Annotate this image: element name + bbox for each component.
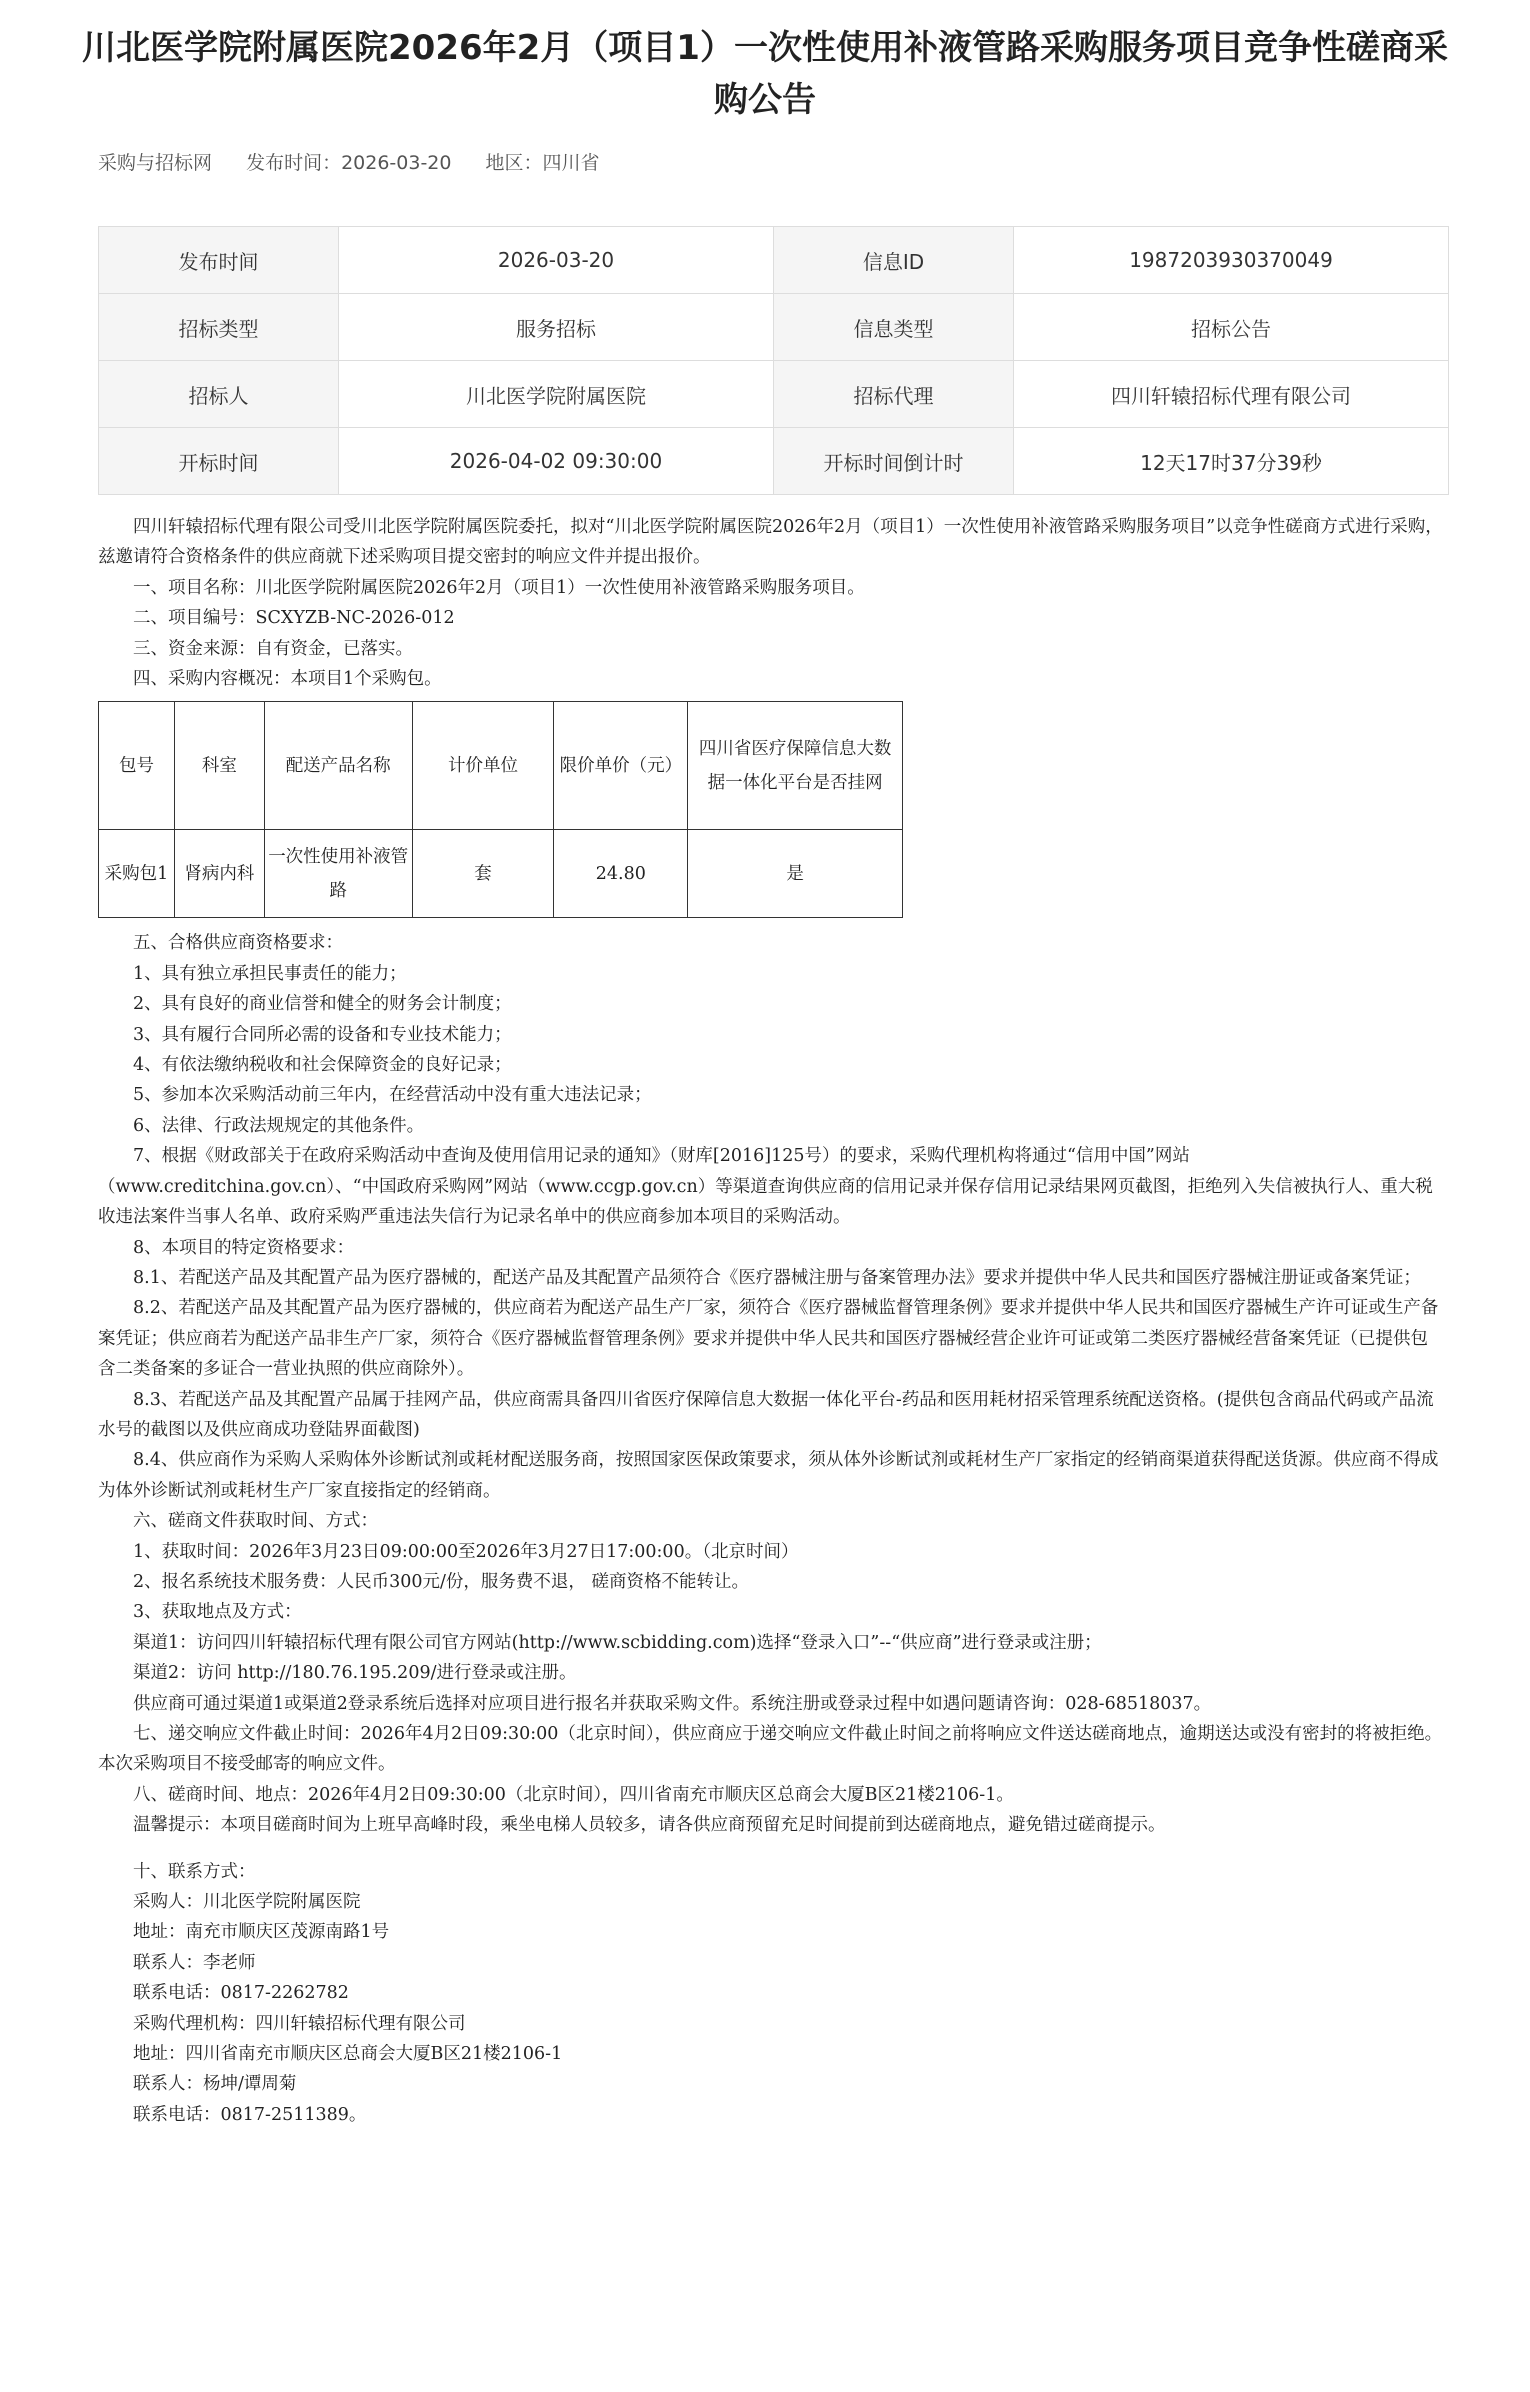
body-paragraph: 1、获取时间：2026年3月23日09:00:00至2026年3月27日17:00:00。（北京时间） xyxy=(133,1541,799,1562)
contact-line: 采购代理机构：四川轩辕招标代理有限公司 xyxy=(133,2013,466,2034)
info-value: 2026-03-20 xyxy=(339,227,774,294)
table-row xyxy=(99,428,1449,495)
contact-line: 联系电话：0817-2262782 xyxy=(133,1983,349,2004)
package-table xyxy=(98,701,903,918)
contact-line: 地址：四川省南充市顺庆区总商会大厦B区21楼2106-1 xyxy=(133,2044,563,2065)
table-cell: 采购包1 xyxy=(99,830,175,918)
body-paragraph: 供应商可通过渠道1或渠道2登录系统后选择对应项目进行报名并获取采购文件。系统注册或登录过程中如遇问题请咨询：028-68518037。 xyxy=(133,1693,1212,1714)
body-paragraph: 8.3、若配送产品及其配置产品属于挂网产品，供应商需具备四川省医疗保障信息大数据一体化平台-药品和医用耗材招采管理系统配送资格。(提供包含商品代码或产品流水号的截图以及供应商成功登陆界面截图) xyxy=(98,1389,1434,1440)
table-row xyxy=(99,830,903,918)
table-cell: 24.80 xyxy=(554,830,688,918)
info-value: 服务招标 xyxy=(339,294,774,361)
table-header-cell: 包号 xyxy=(99,702,175,830)
info-value: 四川轩辕招标代理有限公司 xyxy=(1014,361,1449,428)
page-title: 川北医学院附属医院2026年2月（项目1）一次性使用补液管路采购服务项目竞争性磋商采购公告 xyxy=(82,28,1448,120)
body-paragraph: 4、有依法缴纳税收和社会保障资金的良好记录； xyxy=(133,1055,512,1076)
table-row xyxy=(99,361,1449,428)
contact-line: 联系电话：0817-2511389。 xyxy=(133,2104,367,2125)
body-paragraph: 8.4、供应商作为采购人采购体外诊断试剂或耗材配送服务商，按照国家医保政策要求，须从体外诊断试剂或耗材生产厂家指定的经销商渠道获得配送货源。供应商不得成为体外诊断试剂或耗材生产厂家直接指定的经销商。 xyxy=(98,1450,1439,1501)
table-header-cell: 限价单价（元） xyxy=(554,702,688,830)
body-paragraph: 3、具有履行合同所必需的设备和专业技术能力； xyxy=(133,1024,512,1045)
body-paragraph: 温馨提示：本项目磋商时间为上班早高峰时段，乘坐电梯人员较多，请各供应商预留充足时间提前到达磋商地点，避免错过磋商提示。 xyxy=(133,1815,1166,1836)
info-key: 信息类型 xyxy=(774,294,1014,361)
info-key: 招标代理 xyxy=(774,361,1014,428)
body-paragraph: 2、具有良好的商业信誉和健全的财务会计制度； xyxy=(133,994,512,1015)
table-header-cell: 四川省医疗保障信息大数据一体化平台是否挂网 xyxy=(688,702,903,830)
table-header-cell: 计价单位 xyxy=(412,702,554,830)
info-key: 招标人 xyxy=(99,361,339,428)
body-paragraph: 7、根据《财政部关于在政府采购活动中查询及使用信用记录的通知》（财库[2016]125号）的要求，采购代理机构将通过“信用中国”网站（www.creditchina.gov.cn）、“中国政府采购网”网站（www.ccgp.gov.cn）等渠道查询供应商的信用记录并保存信用记录结果网页截图，拒绝列入失信被执行人、重大税收违法案件当事人名单、政府采购严重违法失信行为记录名单中的供应商参加本项目的采购活动。 xyxy=(98,1146,1433,1228)
contact-line: 地址：南充市顺庆区茂源南路1号 xyxy=(133,1922,390,1943)
info-value: 2026-04-02 09:30:00 xyxy=(339,428,774,495)
body-paragraph: 二、项目编号：SCXYZB-NC-2026-012 xyxy=(133,608,455,629)
table-header-cell: 配送产品名称 xyxy=(264,702,412,830)
contact-line: 采购人：川北医学院附属医院 xyxy=(133,1892,361,1913)
table-row xyxy=(99,294,1449,361)
body-paragraph: 五、合格供应商资格要求： xyxy=(133,933,343,954)
publish-time-label: 发布时间：2026-03-20 xyxy=(246,152,452,174)
body-paragraph: 渠道2：访问 http://180.76.195.209/进行登录或注册。 xyxy=(133,1663,577,1684)
contact-section xyxy=(98,1857,1443,2131)
region-label: 地区：四川省 xyxy=(485,152,600,174)
info-value: 川北医学院附属医院 xyxy=(339,361,774,428)
body-paragraph: 8、本项目的特定资格要求： xyxy=(133,1237,355,1258)
source-label: 采购与招标网 xyxy=(98,152,213,174)
table-row xyxy=(99,227,1449,294)
body-paragraph: 6、法律、行政法规规定的其他条件。 xyxy=(133,1115,425,1136)
body-paragraph: 一、项目名称：川北医学院附属医院2026年2月（项目1）一次性使用补液管路采购服务项目。 xyxy=(133,577,865,598)
table-cell: 套 xyxy=(412,830,554,918)
body-paragraph: 3、获取地点及方式： xyxy=(133,1602,302,1623)
info-key: 招标类型 xyxy=(99,294,339,361)
table-cell: 肾病内科 xyxy=(174,830,264,918)
body-paragraph: 四、采购内容概况：本项目1个采购包。 xyxy=(133,669,442,690)
table-cell: 一次性使用补液管路 xyxy=(264,830,412,918)
announcement-body xyxy=(98,512,1443,2130)
body-paragraph: 8.1、若配送产品及其配置产品为医疗器械的，配送产品及其配置产品须符合《医疗器械注册与备案管理办法》要求并提供中华人民共和国医疗器械注册证或备案凭证； xyxy=(133,1267,1421,1288)
section-spacer xyxy=(98,1841,1443,1857)
info-value: 1987203930370049 xyxy=(1014,227,1449,294)
body-paragraph: 1、具有独立承担民事责任的能力； xyxy=(133,963,407,984)
body-paragraph: 5、参加本次采购活动前三年内，在经营活动中没有重大违法记录； xyxy=(133,1085,652,1106)
contact-line: 十、联系方式： xyxy=(133,1861,256,1882)
contact-line: 联系人：李老师 xyxy=(133,1952,256,1973)
body-paragraph: 渠道1：访问四川轩辕招标代理有限公司官方网站(http://www.scbidding.com)选择“登录入口”--“供应商”进行登录或注册； xyxy=(133,1632,1102,1653)
table-header-cell: 科室 xyxy=(174,702,264,830)
body-paragraph: 8.2、若配送产品及其配置产品为医疗器械的，供应商若为配送产品生产厂家，须符合《医疗器械监督管理条例》要求并提供中华人民共和国医疗器械生产许可证或生产备案凭证；供应商若为配送产品非生产厂家，须符合《医疗器械监督管理条例》要求并提供中华人民共和国医疗器械经营企业许可证或第二类医疗器械经营备案凭证（已提供包含二类备案的多证合一营业执照的供应商除外）。 xyxy=(98,1298,1439,1380)
body-paragraph: 八、磋商时间、地点：2026年4月2日09:30:00（北京时间），四川省南充市顺庆区总商会大厦B区21楼2106-1。 xyxy=(133,1784,1014,1805)
info-value: 招标公告 xyxy=(1014,294,1449,361)
article-meta xyxy=(98,148,628,178)
info-key: 开标时间 xyxy=(99,428,339,495)
info-key: 信息ID xyxy=(774,227,1014,294)
countdown-value: 12天17时37分39秒 xyxy=(1014,428,1449,495)
info-key: 发布时间 xyxy=(99,227,339,294)
body-paragraph: 2、报名系统技术服务费：人民币300元/份，服务费不退， 磋商资格不能转让。 xyxy=(133,1571,749,1592)
table-header-row xyxy=(99,702,903,830)
contact-line: 联系人：杨坤/谭周菊 xyxy=(133,2074,297,2095)
intro-paragraph: 四川轩辕招标代理有限公司受川北医学院附属医院委托，拟对“川北医学院附属医院2026年2月（项目1）一次性使用补液管路采购服务项目”以竞争性磋商方式进行采购，兹邀请符合资格条件的供应商就下述采购项目提交密封的响应文件并提出报价。 xyxy=(98,517,1443,568)
body-paragraph: 三、资金来源：自有资金，已落实。 xyxy=(133,638,413,659)
table-cell: 是 xyxy=(688,830,903,918)
info-key: 开标时间倒计时 xyxy=(774,428,1014,495)
body-paragraph: 七、递交响应文件截止时间：2026年4月2日09:30:00（北京时间），供应商应于递交响应文件截止时间之前将响应文件送达磋商地点，逾期送达或没有密封的将被拒绝。本次采购项目不接受邮寄的响应文件。 xyxy=(98,1724,1443,1775)
body-paragraph: 六、磋商文件获取时间、方式： xyxy=(133,1511,378,1532)
info-table xyxy=(98,226,1449,495)
